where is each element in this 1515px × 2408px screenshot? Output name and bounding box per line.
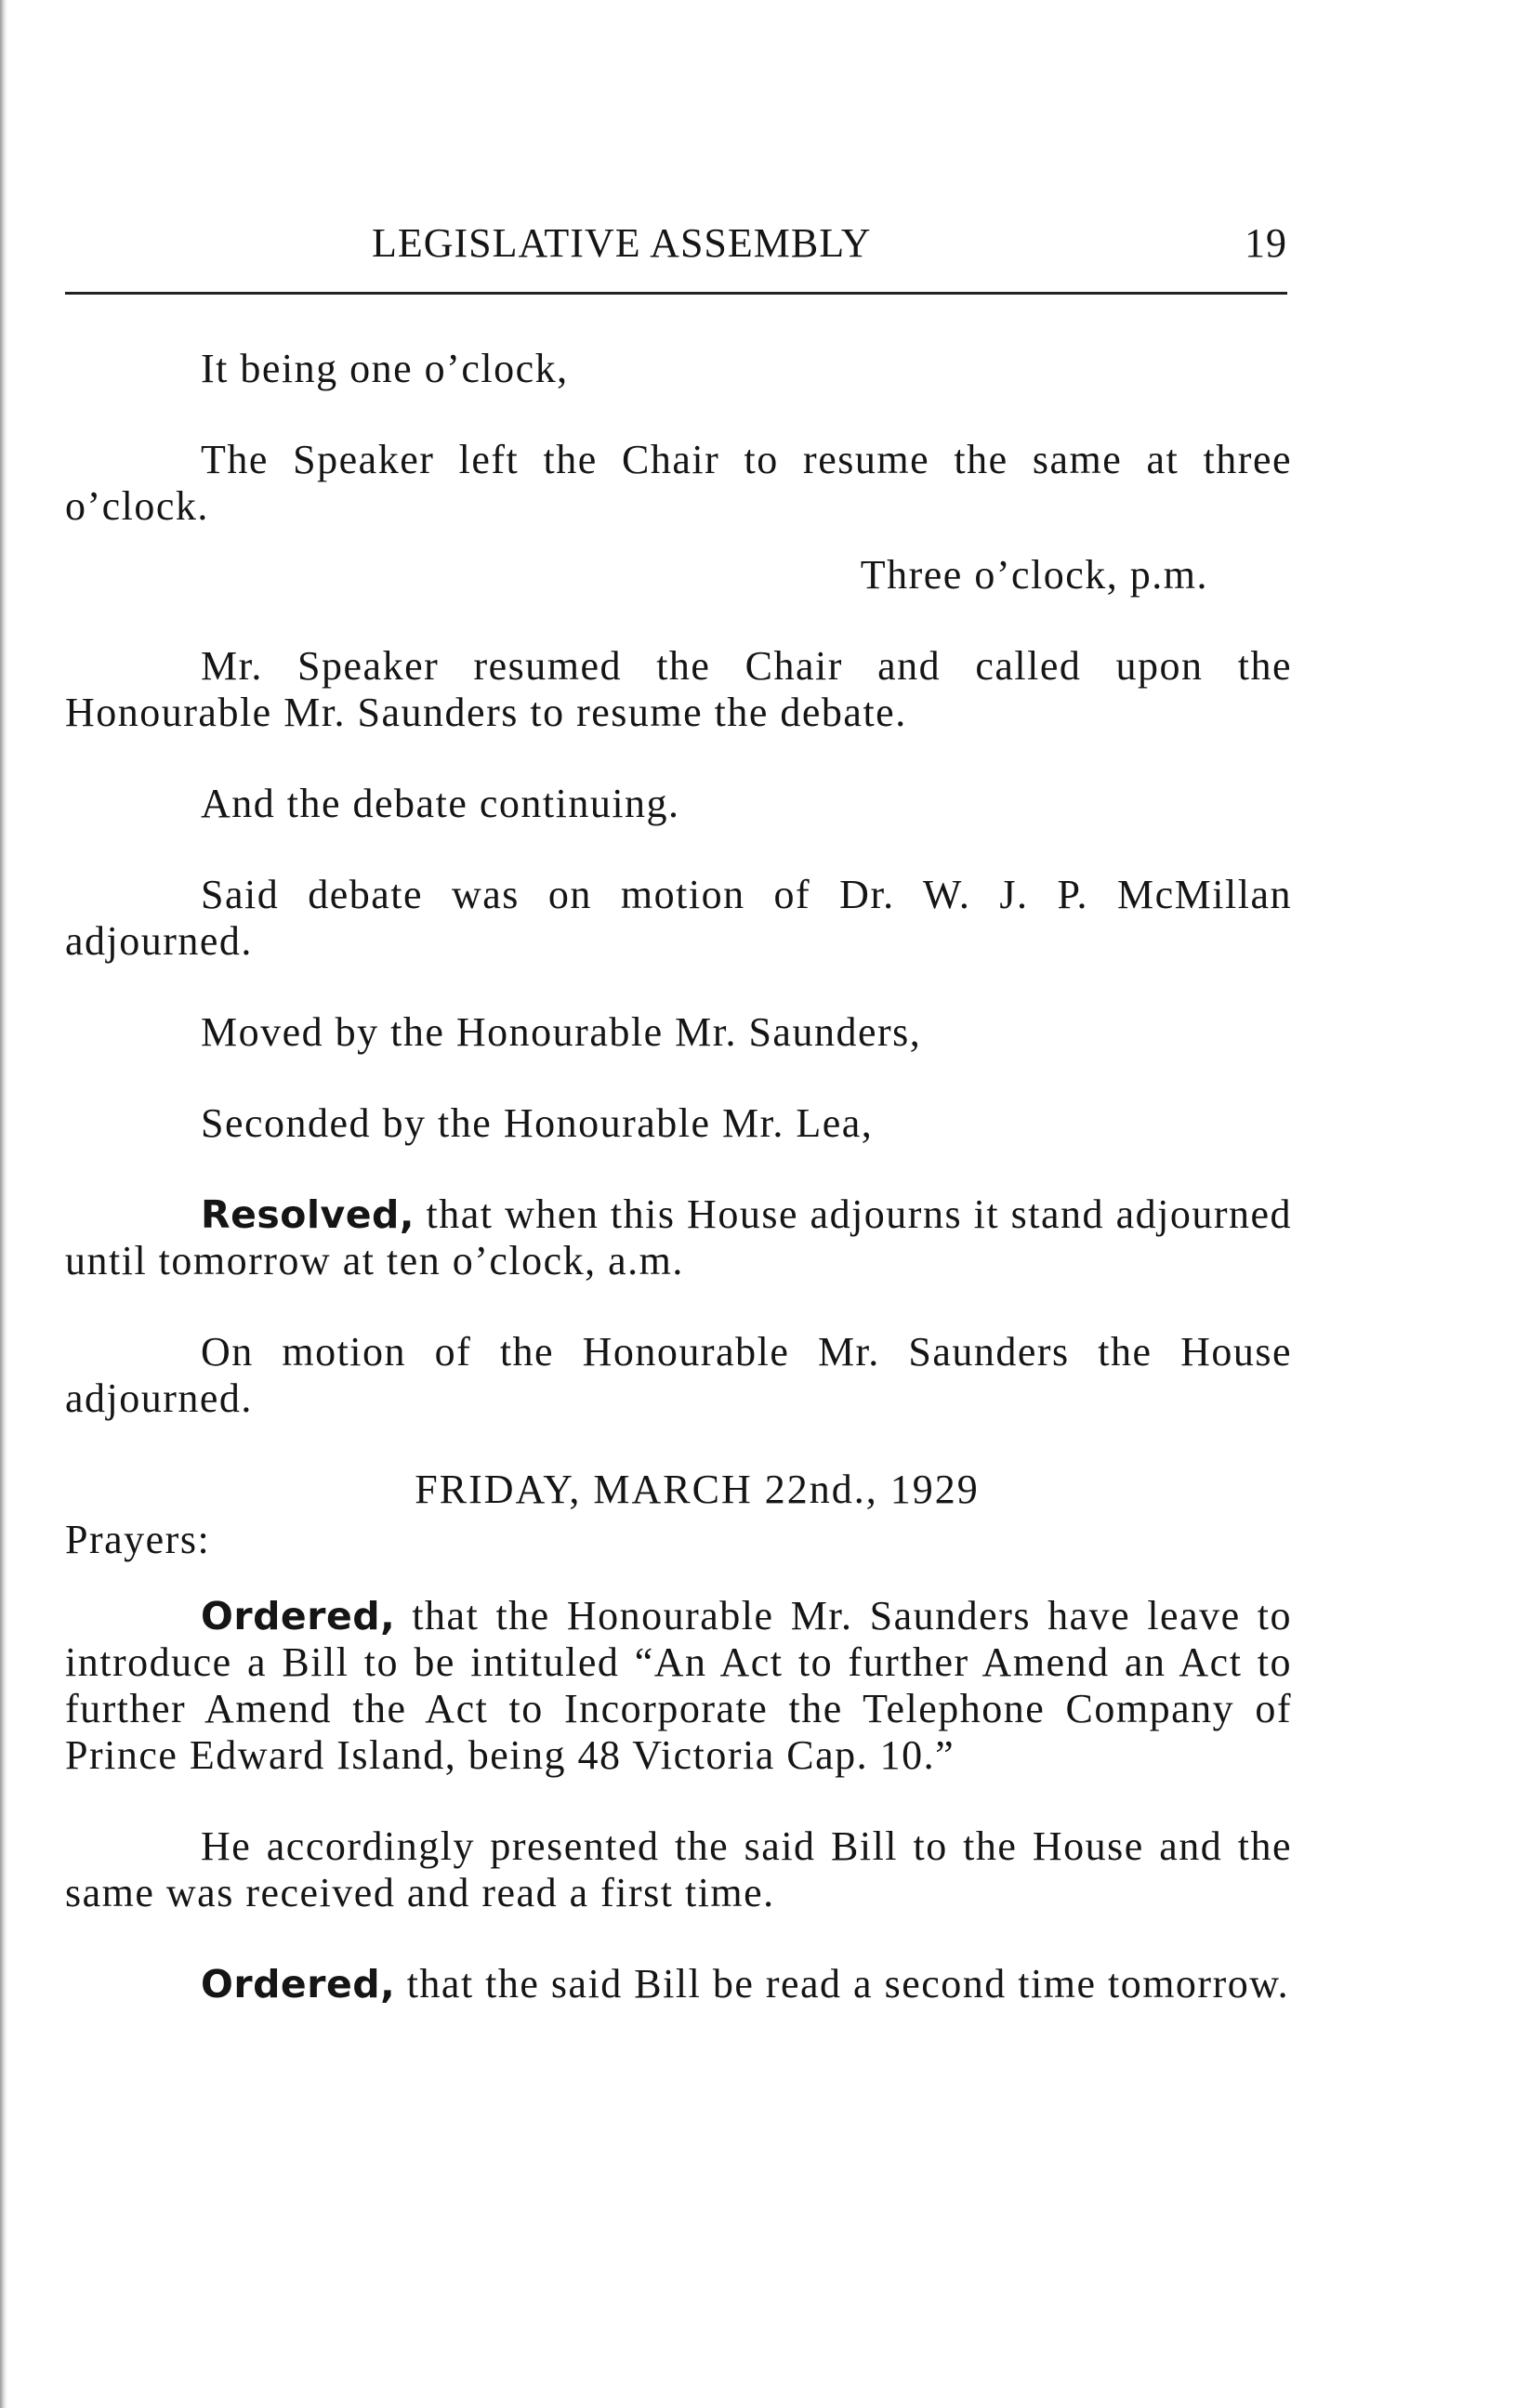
header-title: LEGISLATIVE ASSEMBLY: [372, 220, 872, 266]
time-line: Three o’clock, p.m.: [860, 552, 1208, 598]
ordered-keyword: Ordered,: [201, 1594, 396, 1638]
paragraph: On motion of the Honourable Mr. Saunders the House adjourned.: [65, 1329, 1292, 1421]
page-header: [65, 219, 1287, 275]
paragraph: [65, 1191, 1292, 1284]
paragraph: It being one o’clock,: [201, 346, 569, 391]
paragraph-text: that when this House adjourns it stand adjourned until tomorrow at ten o’clock, a.m.: [65, 1191, 1293, 1283]
paragraph: [65, 1593, 1292, 1779]
paragraph-text: that the said Bill be read a second time tomorrow.: [406, 1961, 1290, 2007]
ordered-keyword: Ordered,: [201, 1962, 396, 2007]
paragraph: He accordingly presented the said Bill to the House and the same was received and read a first time.: [65, 1823, 1292, 1915]
paragraph-text: that the Honourable Mr. Saunders have leave to introduce a Bill to be intituled “An Act to further Amend an Act to further Amend the Act to Incorporate the Telephone Company of Prince Edward Island, being 48 Victoria Cap. 10.”: [65, 1593, 1292, 1778]
paragraph: [65, 1961, 1292, 2007]
page-edge-shadow: [0, 0, 7, 2408]
header-rule: [65, 292, 1287, 295]
document-body: [65, 346, 1292, 2052]
paragraph: Seconded by the Honourable Mr. Lea,: [201, 1100, 874, 1146]
paragraph: Said debate was on motion of Dr. W. J. P. McMillan adjourned.: [65, 872, 1292, 964]
prayers-label: Prayers:: [65, 1517, 211, 1562]
paragraph: Mr. Speaker resumed the Chair and called upon the Honourable Mr. Saunders to resume the debate.: [65, 643, 1292, 735]
paragraph: Moved by the Honourable Mr. Saunders,: [201, 1009, 922, 1055]
resolved-keyword: Resolved,: [201, 1192, 415, 1237]
page-number: 19: [1245, 220, 1287, 266]
paragraph: The Speaker left the Chair to resume the same at three o’clock.: [65, 437, 1292, 529]
paragraph: And the debate continuing.: [201, 781, 680, 826]
date-heading: FRIDAY, MARCH 22nd., 1929: [415, 1467, 980, 1512]
